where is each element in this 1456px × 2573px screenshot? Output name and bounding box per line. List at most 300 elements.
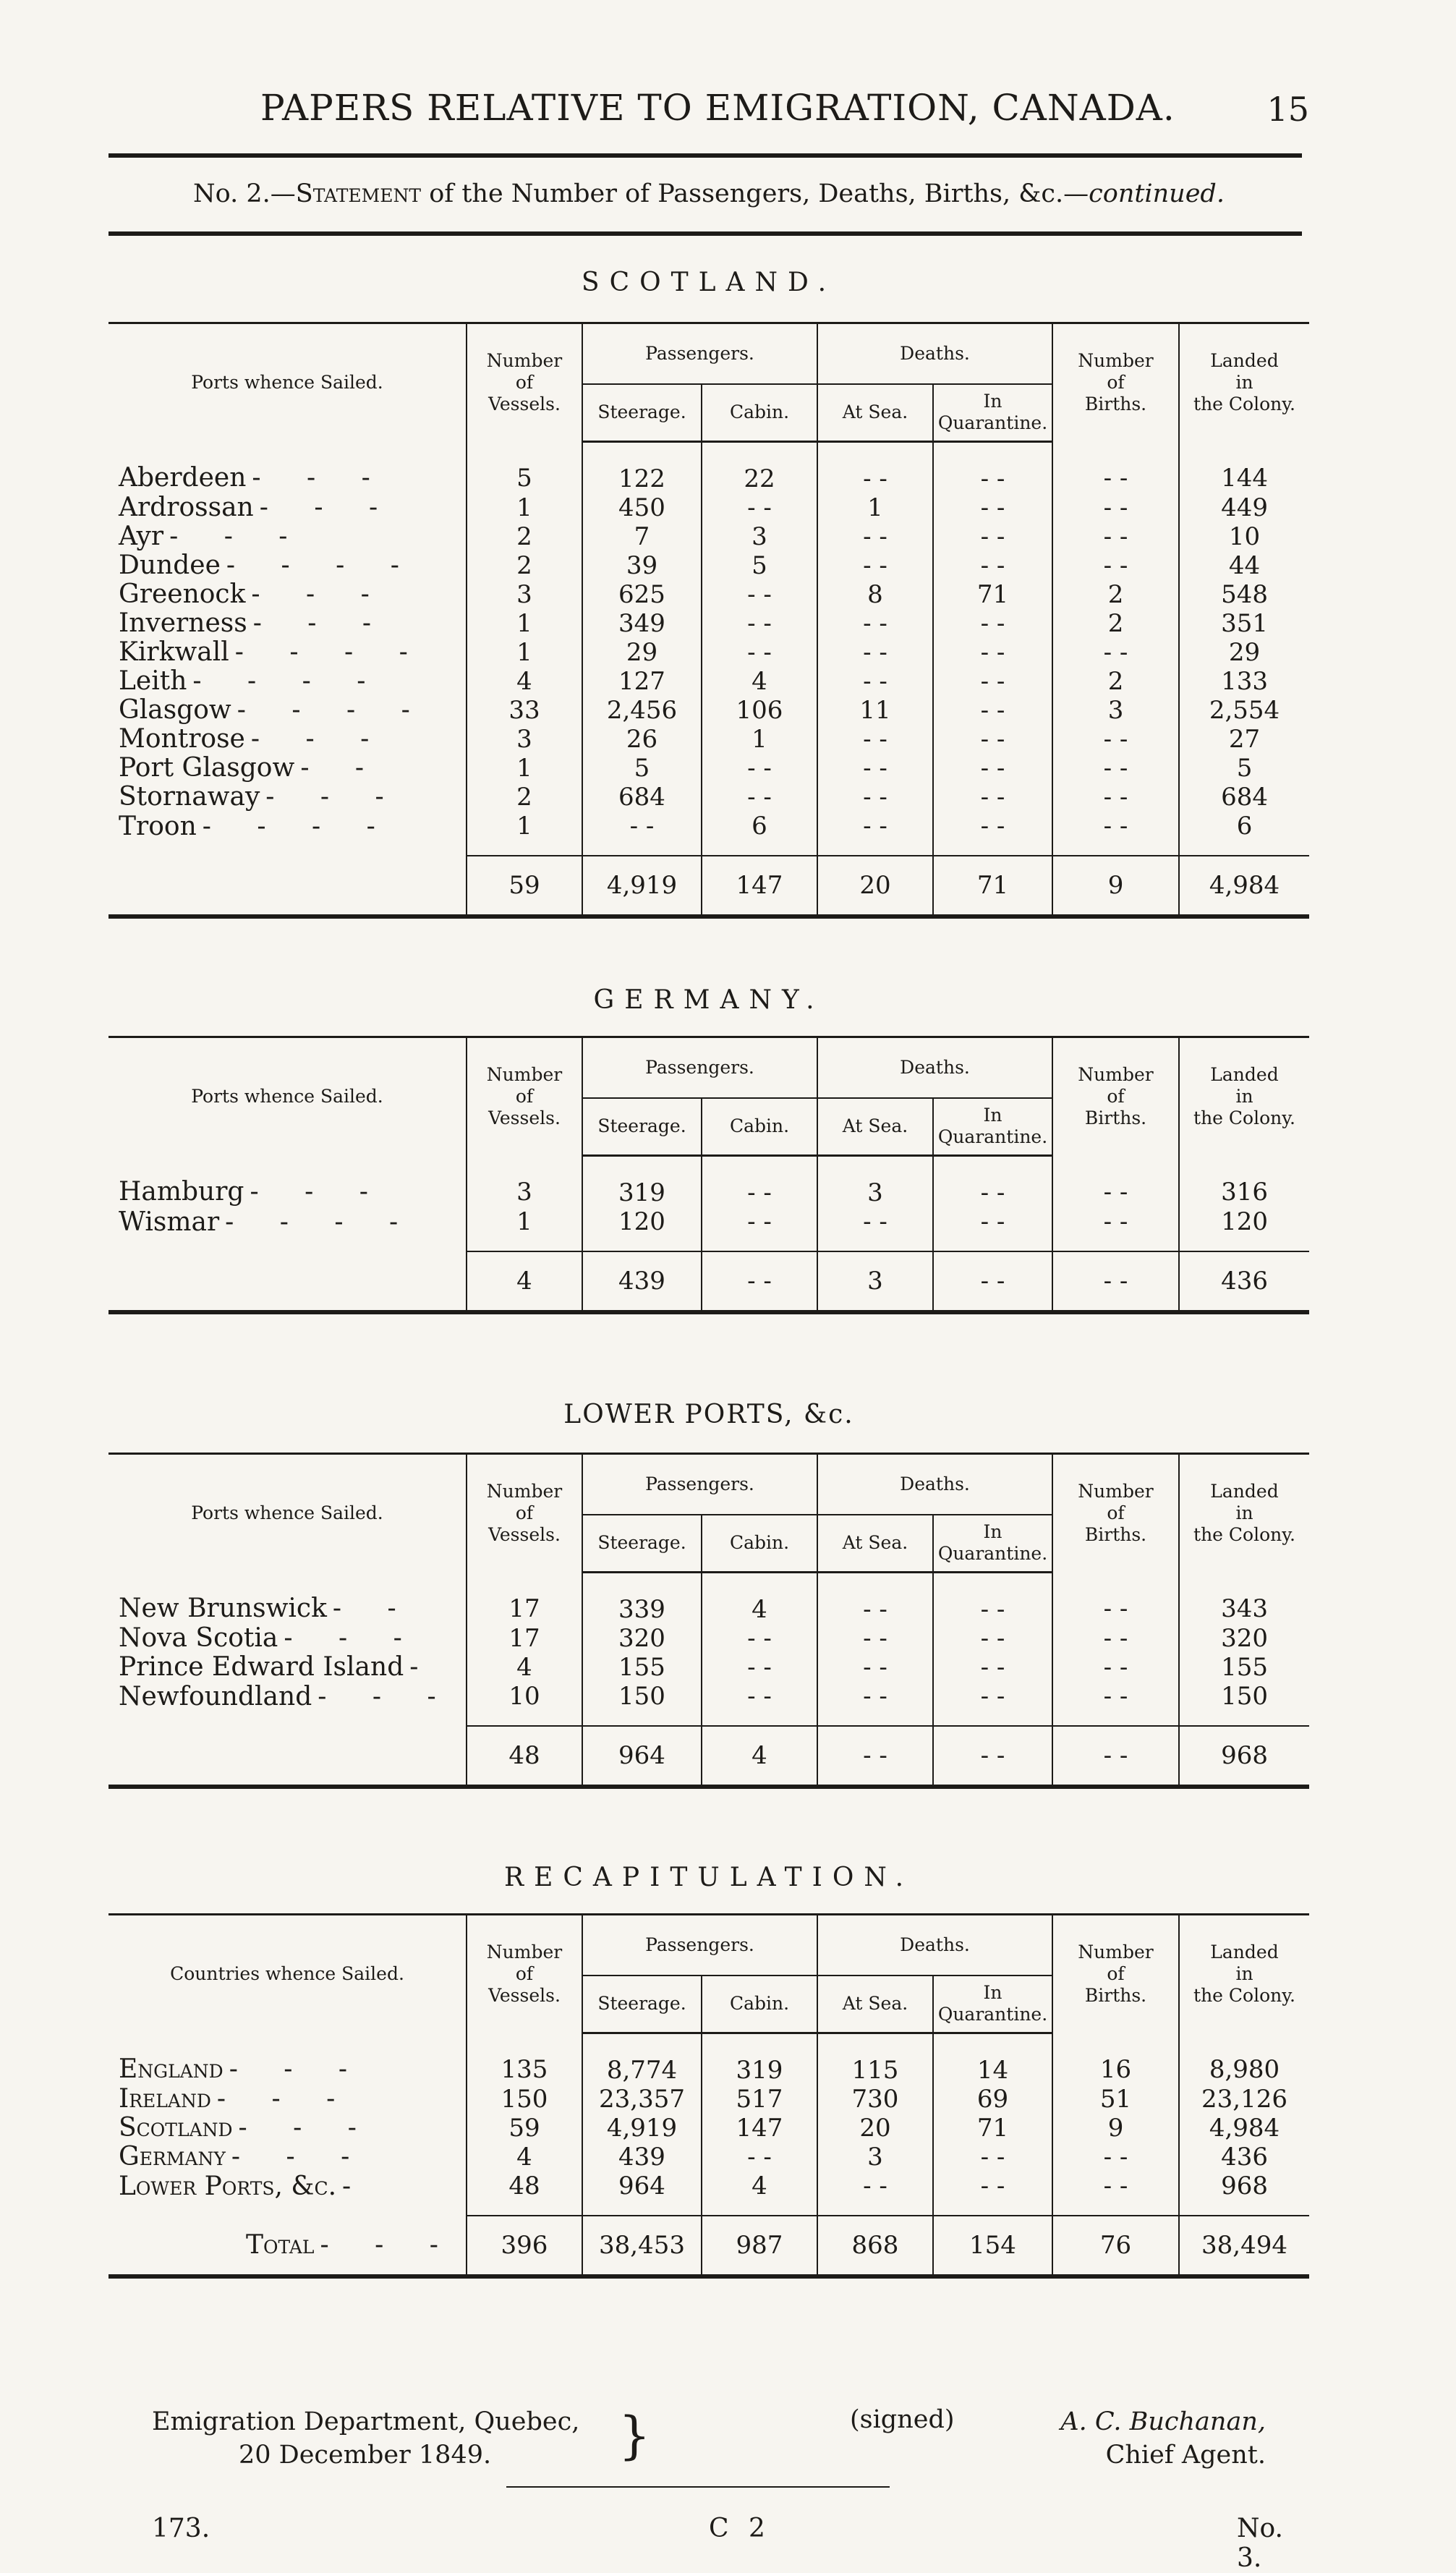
port-name-cell [108,2085,467,2114]
total-quar: - - [933,1251,1052,1312]
cell-cabin: - - [702,1682,817,1726]
port-name: New Brunswick [119,1594,327,1624]
table-row [108,1682,1309,1726]
cell-vessels: 2 [467,551,582,580]
cell-vessels: 17 [467,1624,582,1653]
cell-births: - - [1052,783,1179,812]
header-vessels-line: of [515,1963,534,1985]
cell-quar: - - [933,1207,1052,1251]
cell-quar: - - [933,667,1052,696]
total-cabin: 987 [702,2216,817,2276]
cell-steerage: 4,919 [582,2114,702,2143]
header-births-line: Births. [1084,1107,1147,1129]
header-vessels [467,1454,582,1573]
cell-births: 2 [1052,580,1179,609]
cell-landed: 351 [1179,609,1309,638]
header-quarantine-line: In [983,1521,1002,1543]
port-name: Ardrossan [119,493,254,522]
header-passengers: Passengers. [582,323,817,384]
cell-births: - - [1052,2172,1179,2216]
total-landed: 38,494 [1179,2216,1309,2276]
port-name-cell [108,696,467,725]
cell-births: - - [1052,812,1179,856]
header-births-line: of [1107,1086,1125,1107]
cell-sea: - - [817,522,933,551]
total-row [108,1726,1309,1787]
leader-dots: - - - [318,1681,455,1711]
header-landed-line: the Colony. [1193,1524,1295,1546]
cell-vessels: 1 [467,638,582,667]
section-title-scotland: SCOTLAND. [581,268,837,297]
page-number: 15 [1266,90,1309,129]
cell-quar: - - [933,638,1052,667]
cell-quar: - - [933,1573,1052,1625]
cell-sea: - - [817,609,933,638]
table-scotland [108,322,1309,919]
cell-quar: - - [933,696,1052,725]
header-births [1052,1454,1179,1573]
cell-vessels: 3 [467,725,582,754]
cell-sea: - - [817,1682,933,1726]
cell-sea: - - [817,1207,933,1251]
total-vessels: 4 [467,1251,582,1312]
table-row [108,1156,1309,1208]
total-births: 9 [1052,856,1179,917]
cell-steerage: 150 [582,1682,702,1726]
total-cabin: 4 [702,1726,817,1787]
header-deaths: Deaths. [817,1037,1052,1098]
cell-steerage: 7 [582,522,702,551]
total-row [108,856,1309,917]
header-landed-line: the Colony. [1193,394,1295,415]
table-recapitulation [108,1913,1309,2279]
table-header [108,1915,1309,2033]
cell-landed: 44 [1179,551,1309,580]
header-births-line: of [1107,1502,1125,1524]
header-landed-line: Landed [1210,1481,1279,1502]
cell-vessels: 2 [467,783,582,812]
cell-sea: - - [817,812,933,856]
cell-cabin: - - [702,1156,817,1208]
cell-vessels: 150 [467,2085,582,2114]
cell-landed: 10 [1179,522,1309,551]
port-name-cell [108,442,467,494]
cell-births: - - [1052,1207,1179,1251]
cell-sea: 20 [817,2114,933,2143]
port-name-cell [108,580,467,609]
header-vessels [467,1915,582,2033]
header-row [108,1037,1309,1098]
header-at-sea: At Sea. [817,384,933,442]
folio-number: 173. [152,2514,210,2543]
header-cabin: Cabin. [702,1976,817,2033]
header-at-sea: At Sea. [817,1515,933,1573]
table-row [108,725,1309,754]
cell-vessels: 1 [467,812,582,856]
brace-mark: } [618,2406,651,2465]
cell-steerage: 320 [582,1624,702,1653]
header-vessels-line: Vessels. [488,1985,561,2007]
header-passengers: Passengers. [582,1454,817,1515]
port-name-cell [108,1156,467,1208]
cell-quar: 71 [933,2114,1052,2143]
leader-dots: - - - [252,463,389,493]
header-vessels-line: Vessels. [488,1107,561,1129]
total-vessels: 48 [467,1726,582,1787]
statement-subtitle [108,179,1309,208]
cell-steerage: 39 [582,551,702,580]
port-name: Dundee [119,550,221,580]
cell-vessels: 1 [467,609,582,638]
header-vessels-line: of [515,1502,534,1524]
header-vessels [467,323,582,442]
header-rule [108,153,1302,158]
header-births-line: of [1107,372,1125,394]
header-quarantine-line: In [983,1982,1002,2004]
port-name: Greenock [119,579,246,609]
table-germany [108,1036,1309,1314]
header-landed [1179,1454,1309,1573]
header-deaths: Deaths. [817,1454,1052,1515]
port-name: Wismar [119,1207,220,1237]
cell-steerage: 29 [582,638,702,667]
leader-dots: - [342,2171,370,2201]
cell-steerage: 349 [582,609,702,638]
table-row [108,2085,1309,2114]
header-passengers: Passengers. [582,1915,817,1976]
header-births-line: Number [1078,1942,1154,1963]
table-row [108,551,1309,580]
table-lower-ports [108,1453,1309,1789]
total-landed: 436 [1179,1251,1309,1312]
cell-vessels: 3 [467,580,582,609]
cell-vessels: 4 [467,667,582,696]
cell-vessels: 48 [467,2172,582,2216]
header-vessels-line: Number [486,1942,563,1963]
cell-sea: 730 [817,2085,933,2114]
port-name: Leith [119,666,187,696]
leader-dots: - - - [169,522,307,551]
header-port: Ports whence Sailed. [108,323,467,442]
header-vessels-line: of [515,372,534,394]
total-sea: 20 [817,856,933,917]
table-body [108,1156,1309,1313]
cell-sea: - - [817,1573,933,1625]
header-steerage: Steerage. [582,384,702,442]
leader-dots: - - - [229,2054,367,2085]
cell-cabin: - - [702,2143,817,2172]
header-births-line: Births. [1084,394,1147,415]
section-title-recapitulation: RECAPITULATION. [503,1863,914,1892]
cell-vessels: 4 [467,1653,582,1682]
cell-landed: 449 [1179,493,1309,522]
cell-steerage: 5 [582,754,702,783]
cell-births: 3 [1052,696,1179,725]
cell-cabin: 319 [702,2033,817,2085]
table-body [108,2033,1309,2277]
cell-quar: - - [933,754,1052,783]
port-name: Montrose [119,724,245,754]
port-name: Scotland [119,2113,233,2143]
header-at-sea: At Sea. [817,1976,933,2033]
port-name: Kirkwall [119,637,229,667]
cell-vessels: 1 [467,1207,582,1251]
cell-steerage: 319 [582,1156,702,1208]
total-quar: - - [933,1726,1052,1787]
cell-landed: 5 [1179,754,1309,783]
total-cabin: 147 [702,856,817,917]
port-name-cell [108,1624,467,1653]
cell-vessels: 1 [467,754,582,783]
table-header [108,1037,1309,1156]
port-name-cell [108,1573,467,1625]
cell-landed: 23,126 [1179,2085,1309,2114]
cell-sea: - - [817,442,933,494]
port-name-cell [108,2172,467,2216]
cell-sea: 115 [817,2033,933,2085]
leader-dots: - - - [284,1623,421,1653]
leader-dots: - - - [238,2113,375,2143]
cell-births: - - [1052,1156,1179,1208]
cell-vessels: 4 [467,2143,582,2172]
table-row [108,1573,1309,1625]
cell-steerage: 684 [582,783,702,812]
table-row [108,522,1309,551]
header-row [108,1454,1309,1515]
cell-sea: - - [817,754,933,783]
next-paper-label: No. 3. [1237,2514,1283,2573]
cell-steerage: 964 [582,2172,702,2216]
cell-cabin: 3 [702,522,817,551]
header-quarantine-line: Quarantine. [937,412,1048,434]
department-line: Emigration Department, Quebec, [152,2407,580,2436]
leader-dots: - - - - [237,695,429,725]
agent-name: A. C. Buchanan, [1060,2407,1266,2436]
cell-steerage: 439 [582,2143,702,2172]
table-row [108,2143,1309,2172]
header-quarantine-line: Quarantine. [937,1126,1048,1148]
header-port: Countries whence Sailed. [108,1915,467,2033]
table-header [108,323,1309,442]
cell-cabin: - - [702,638,817,667]
cell-sea: 11 [817,696,933,725]
header-births-line: of [1107,1963,1125,1985]
cell-landed: 27 [1179,725,1309,754]
header-quarantine-line: In [983,1105,1002,1126]
cell-vessels: 1 [467,493,582,522]
cell-cabin: 5 [702,551,817,580]
cell-sea: - - [817,1624,933,1653]
table-row [108,812,1309,856]
header-births [1052,1037,1179,1156]
cell-quar: - - [933,2172,1052,2216]
total-births: - - [1052,1251,1179,1312]
header-vessels-line: Number [486,1481,563,1502]
cell-landed: 155 [1179,1653,1309,1682]
total-vessels: 59 [467,856,582,917]
subtitle-prefix: No. 2.— [193,179,296,208]
header-steerage: Steerage. [582,1976,702,2033]
total-row [108,2216,1309,2276]
cell-quar: - - [933,1653,1052,1682]
cell-births: 2 [1052,609,1179,638]
total-row [108,1251,1309,1312]
cell-landed: 133 [1179,667,1309,696]
leader-dots: - - - - [225,1207,417,1237]
port-name: Aberdeen [119,463,247,493]
port-name-cell [108,783,467,812]
table-row [108,609,1309,638]
port-name-cell [108,522,467,551]
cell-sea: - - [817,1653,933,1682]
header-vessels-line: Number [486,350,563,372]
header-landed-line: in [1235,1502,1253,1524]
header-births-line: Number [1078,1481,1154,1502]
cell-cabin: 4 [702,2172,817,2216]
cell-landed: 316 [1179,1156,1309,1208]
cell-landed: 320 [1179,1624,1309,1653]
cell-steerage: 23,357 [582,2085,702,2114]
cell-births: - - [1052,442,1179,494]
cell-quar: 69 [933,2085,1052,2114]
header-steerage: Steerage. [582,1098,702,1156]
table-row [108,1653,1309,1682]
header-quarantine-line: Quarantine. [937,1543,1048,1565]
leader-dots: - - - [216,2084,354,2114]
header-passengers: Passengers. [582,1037,817,1098]
port-name-cell [108,1207,467,1251]
port-name-cell [108,609,467,638]
cell-cabin: 4 [702,1573,817,1625]
leader-dots: - - - [320,2229,457,2260]
total-sea: - - [817,1726,933,1787]
header-landed-line: in [1235,1086,1253,1107]
cell-steerage: 339 [582,1573,702,1625]
port-name-cell [108,754,467,783]
total-steerage: 964 [582,1726,702,1787]
port-name-cell [108,667,467,696]
cell-cabin: 4 [702,667,817,696]
port-name: Nova Scotia [119,1623,278,1653]
table-row [108,696,1309,725]
header-vessels-line: Number [486,1064,563,1086]
header-cabin: Cabin. [702,1515,817,1573]
cell-sea: 3 [817,2143,933,2172]
header-steerage: Steerage. [582,1515,702,1573]
table-row [108,783,1309,812]
table-row [108,2114,1309,2143]
total-steerage: 38,453 [582,2216,702,2276]
cell-sea: - - [817,2172,933,2216]
cell-births: - - [1052,551,1179,580]
cell-cabin: 517 [702,2085,817,2114]
cell-births: - - [1052,638,1179,667]
cell-sea: - - [817,551,933,580]
header-quarantine [933,1515,1052,1573]
cell-steerage: 127 [582,667,702,696]
table-row [108,754,1309,783]
table-row [108,1207,1309,1251]
cell-landed: 2,554 [1179,696,1309,725]
table-body [108,442,1309,917]
header-quarantine [933,1098,1052,1156]
table-row [108,2033,1309,2085]
cell-births: - - [1052,1653,1179,1682]
header-vessels [467,1037,582,1156]
cell-sea: - - [817,638,933,667]
table-row [108,580,1309,609]
cell-landed: 150 [1179,1682,1309,1726]
cell-quar: - - [933,522,1052,551]
cell-sea: 8 [817,580,933,609]
header-landed [1179,323,1309,442]
port-name: Stornaway [119,782,260,812]
leader-dots: - - - [265,782,403,812]
cell-quar: - - [933,2143,1052,2172]
leader-dots: - - - - [192,666,385,696]
cell-births: - - [1052,493,1179,522]
port-name: Inverness [119,608,247,638]
cell-landed: 684 [1179,783,1309,812]
cell-steerage: 26 [582,725,702,754]
cell-steerage: 625 [582,580,702,609]
leader-dots: - - - - [234,637,427,667]
cell-landed: 343 [1179,1573,1309,1625]
cell-steerage: 2,456 [582,696,702,725]
header-quarantine [933,384,1052,442]
header-quarantine-line: Quarantine. [937,2004,1048,2025]
header-cabin: Cabin. [702,384,817,442]
header-row [108,1915,1309,1976]
agent-signature [998,2405,1266,2472]
section-title-germany: GERMANY. [593,985,825,1015]
cell-cabin: - - [702,493,817,522]
total-label-cell [108,1251,467,1312]
header-port: Ports whence Sailed. [108,1037,467,1156]
port-name: England [119,2054,223,2085]
total-sea: 868 [817,2216,933,2276]
cell-cabin: 6 [702,812,817,856]
cell-vessels: 2 [467,522,582,551]
total-steerage: 4,919 [582,856,702,917]
header-cabin: Cabin. [702,1098,817,1156]
total-steerage: 439 [582,1251,702,1312]
subtitle-statement: Statement [295,179,422,208]
header-landed-line: in [1235,1963,1253,1985]
cell-cabin: 1 [702,725,817,754]
cell-cabin: - - [702,1624,817,1653]
leader-dots: - - - [259,493,397,522]
leader-dots: - - - [250,724,388,754]
port-name-cell [108,812,467,856]
cell-steerage: 8,774 [582,2033,702,2085]
header-quarantine [933,1976,1052,2033]
header-at-sea: At Sea. [817,1098,933,1156]
port-name: Prince Edward Island [119,1652,404,1682]
total-label-cell [108,1726,467,1787]
cell-cabin: - - [702,783,817,812]
cell-births: - - [1052,522,1179,551]
table-row [108,493,1309,522]
table-row [108,2172,1309,2216]
header-vessels-line: Vessels. [488,394,561,415]
total-label-cell [108,856,467,917]
total-label: Total [246,2229,315,2260]
cell-steerage: - - [582,812,702,856]
cell-cabin: - - [702,1653,817,1682]
port-name: Germany [119,2142,226,2172]
cell-landed: 968 [1179,2172,1309,2216]
